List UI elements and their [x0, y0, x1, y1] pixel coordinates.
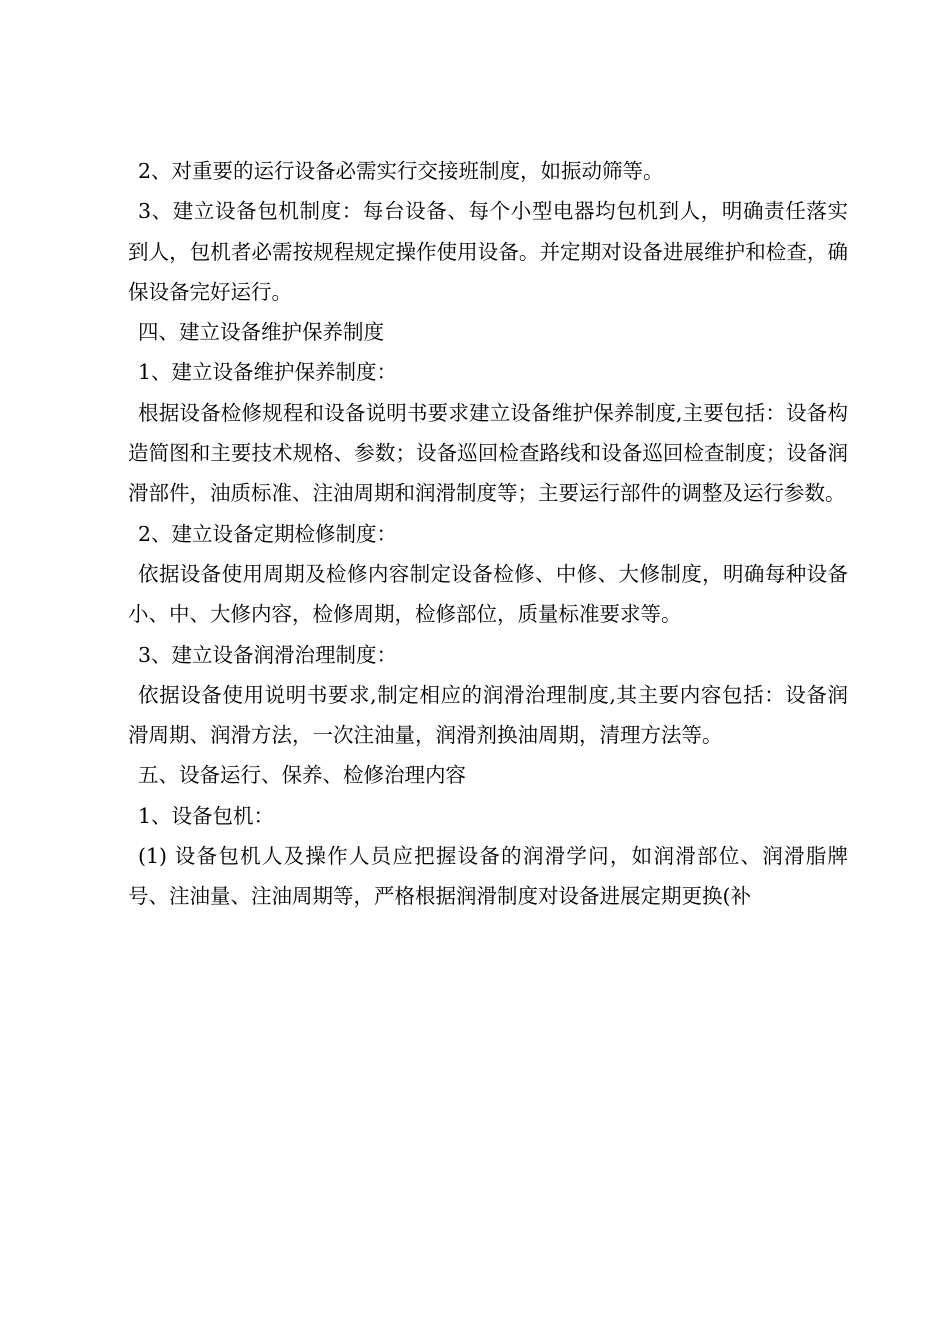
paragraph-5: 2、建立设备定期检修制度： [138, 521, 398, 546]
paragraph-4: 根据设备检修规程和设备说明书要求建立设备维护保养制度,主要包括：设备构造简图和主要技术规格、参数；设备巡回检查路线和设备巡回检查制度；设备润滑部件，油质标准、注油周期和润滑制度等；主要运行部件的调整及运行参数。 [128, 400, 848, 506]
paragraph-2: 3、建立设备包机制度：每台设备、每个小型电器均包机到人，明确责任落实到人，包机者必需按规程规定操作使用设备。并定期对设备进展维护和检查，确保设备完好运行。 [128, 199, 848, 304]
paragraph-8: 依据设备使用说明书要求,制定相应的润滑治理制度,其主要内容包括：设备润滑周期、润滑方法，一次注油量，润滑剂换油周期，清理方法等。 [128, 682, 848, 748]
section-heading-4: 四、建立设备维护保养制度 [138, 320, 384, 345]
paragraph-1: 2、对重要的运行设备必需实行交接班制度，如振动筛等。 [138, 159, 664, 183]
paragraph-6: 依据设备使用周期及检修内容制定设备检修、中修、大修制度，明确每种设备小、中、大修内容，检修周期，检修部位，质量标准要求等。 [128, 561, 848, 627]
paragraph-9: 1、设备包机： [138, 803, 275, 828]
section-heading-5: 五、设备运行、保养、检修治理内容 [138, 763, 466, 788]
document-body [128, 151, 848, 917]
paragraph-7: 3、建立设备润滑治理制度： [138, 642, 398, 667]
paragraph-10: (1) 设备包机人及操作人员应把握设备的润滑学问，如润滑部位、润滑脂牌号、注油量、注油周期等，严格根据润滑制度对设备进展定期更换(补 [128, 844, 848, 909]
paragraph-3: 1、建立设备维护保养制度： [138, 360, 398, 385]
